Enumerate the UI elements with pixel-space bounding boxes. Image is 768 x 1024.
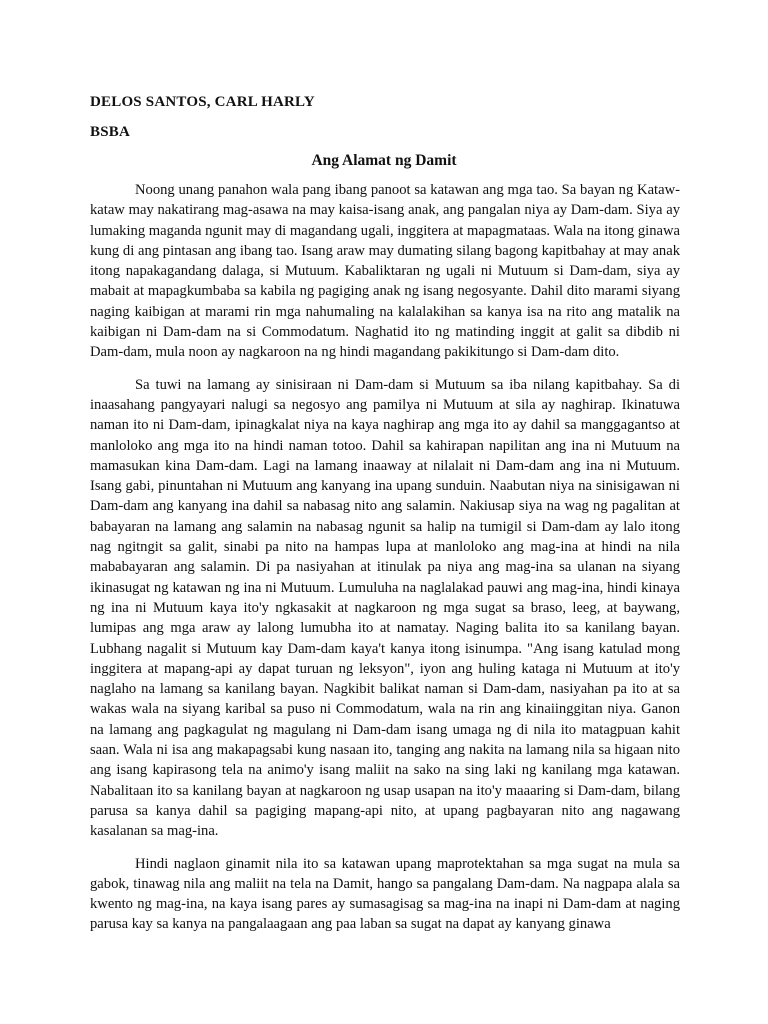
course-label: BSBA xyxy=(90,124,130,140)
paragraph-1: Noong unang panahon wala pang ibang panoot sa katawan ang mga tao. Sa bayan ng Kataw-kataw may nakatirang mag-asawa na may kaisa-isang anak, ang pangalan niya ay Dam-dam. Siya ay lumaking maganda ngunit may di magandang ugali, inggitera at mapagmataas. Wala na itong ginawa kung di ang pintasan ang ibang tao. Isang araw may dumating silang bagong kapitbahay at may anak itong napakagandang dalaga, si Mutuum. Kabaliktaran ng ugali ni Mutuum si Dam-dam, siya ay mabait at mapagkumbaba sa kabila ng pagiging anak ng isang negosyante. Dahil dito marami siyang naging kaibigan at marami rin mga nahumaling na kalalakihan sa kanya isa na rito ang matalik na kaibigan ni Dam-dam na si Commodatum. Naghatid ito ng matinding inggit at galit sa dibdib ni Dam-dam, mula noon ay nagkaroon na ng hindi magandang pakikitungo si Dam-dam dito. xyxy=(90,182,680,361)
paragraph-2: Sa tuwi na lamang ay sinisiraan ni Dam-dam si Mutuum sa iba nilang kapitbahay. Sa di inaasahang pangyayari nalugi sa negosyo ang pamilya ni Mutuum at sila ay naghirap. Ikinatuwa naman ito ni Dam-dam, ipinagkalat niya na kaya naghirap ang mga ito ay dahil sa manggagantso at manloloko ang mga ito na hindi naman totoo. Dahil sa kahirapan napilitan ang ina ni Mutuum na mamasukan kina Dam-dam. Lagi na lamang inaaway at nilalait ni Dam-dam ang ina ni Mutuum. Isang gabi, pinuntahan ni Mutuum ang kanyang ina upang sunduin. Naabutan niya na sinisigawan ni Dam-dam ang kanyang ina dahil sa nabasag nito ang salamin. Nakiusap siya na wag ng pagalitan at babayaran na lamang ang salamin na nabasag ngunit sa halip na tumigil si Dam-dam ay lalo itong nag ngitngit sa galit, sinabi pa nito na hampas lupa at manloloko ang mag-ina at hindi na nila mababayaran ang salamin. Di pa nasiyahan at itinulak pa niya ang mag-ina sa ulanan na siyang ikinasugat ng katawan ng ina ni Mutuum. Lumuluha na naglalakad pauwi ang mag-ina, hindi kinaya ng ina ni Mutuum kaya ito'y ngkasakit at nagkaroon ng mga sugat sa braso, leeg, at baywang, lumipas ang mga araw ay lalong lumubha ito at namatay. Naging balita ito sa kanilang bayan. Lubhang nagalit si Mutuum kay Dam-dam kaya't kanya itong isinumpa. "Ang isang katulad mong inggitera at mapang-api ay dapat turuan ng leksyon", iyon ang huling kataga ni Mutuum at ito'y naglaho na lamang sa kanilang bayan. Nagkibit balikat naman si Dam-dam, nasiyahan pa ito at sa wakas wala na siyang karibal sa puso ni Commodatum, wala na rin ang kinaiinggitan niya. Ganon na lamang ang pagkagulat ng magulang ni Dam-dam isang umaga ng di nila ito matagpuan kahit saan. Wala ni isa ang makapagsabi kung nasaan ito, tanging ang nakita na lamang nila sa higaan nito ang isang kapirasong tela na animo'y isang maliit na sako na sing laki ng kanilang mga katawan. Nabalitaan ito sa kanilang bayan at nagkaroon ng usap usapan na ito'y maaaring si Dam-dam, bilang parusa sa kanya dahil sa pagiging mapang-api nito, at upang pagbayaran nito ang nagawang kasalanan sa mag-ina. xyxy=(90,376,680,840)
document-body xyxy=(90,180,680,947)
author-name: DELOS SANTOS, CARL HARLY xyxy=(90,94,315,110)
document-title: Ang Alamat ng Damit xyxy=(311,152,457,169)
paragraph-3: Hindi naglaon ginamit nila ito sa katawan upang maprotektahan sa mga sugat na mula sa gabok, tinawag nila ang maliit na tela na Damit, hango sa pangalang Dam-dam. Na nagpapa alala sa kwento ng mag-ina, na kaya isang pares ay sumasagisag sa mag-ina na inapi ni Dam-dam at naging parusa kay sa kanya na pangalaagaan ang paa laban sa sugat na dapat ay kanyang ginawa xyxy=(90,855,680,933)
